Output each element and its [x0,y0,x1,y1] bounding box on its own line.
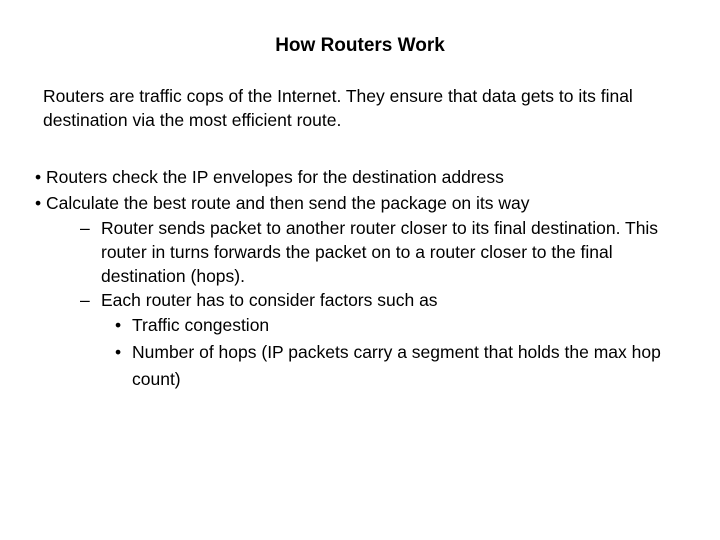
bullet-mark: • [115,342,122,362]
sub-bullet-item [35,288,685,312]
intro-paragraph: Routers are traffic cops of the Internet. They ensure that data gets to its final destination via the most efficient route. [43,86,633,130]
bullet-mark: • [35,193,42,213]
factor-text: Traffic congestion [132,315,270,335]
bullet-mark: • [35,167,42,187]
bullet-mark: • [115,315,122,335]
bullet-item [35,190,685,216]
dash-mark: – [80,218,90,238]
sub-bullet-item [35,216,685,288]
bullet-text: Calculate the best route and then send the package on its way [46,193,530,213]
factor-text: Number of hops (IP packets carry a segment that holds the max hop count) [132,342,661,389]
sub-bullet-text: Router sends packet to another router closer to its final destination. This router in turns forwards the packet on to a router closer to the final destination (hops). [101,218,659,286]
bullet-text: Routers check the IP envelopes for the destination address [46,167,504,187]
sub-bullet-text: Each router has to consider factors such as [101,290,438,310]
slide-title: How Routers Work [275,35,445,56]
factor-item [35,339,685,393]
bullet-list [35,164,685,393]
dash-mark: – [80,290,90,310]
bullet-item [35,164,685,190]
factor-item [35,312,685,339]
